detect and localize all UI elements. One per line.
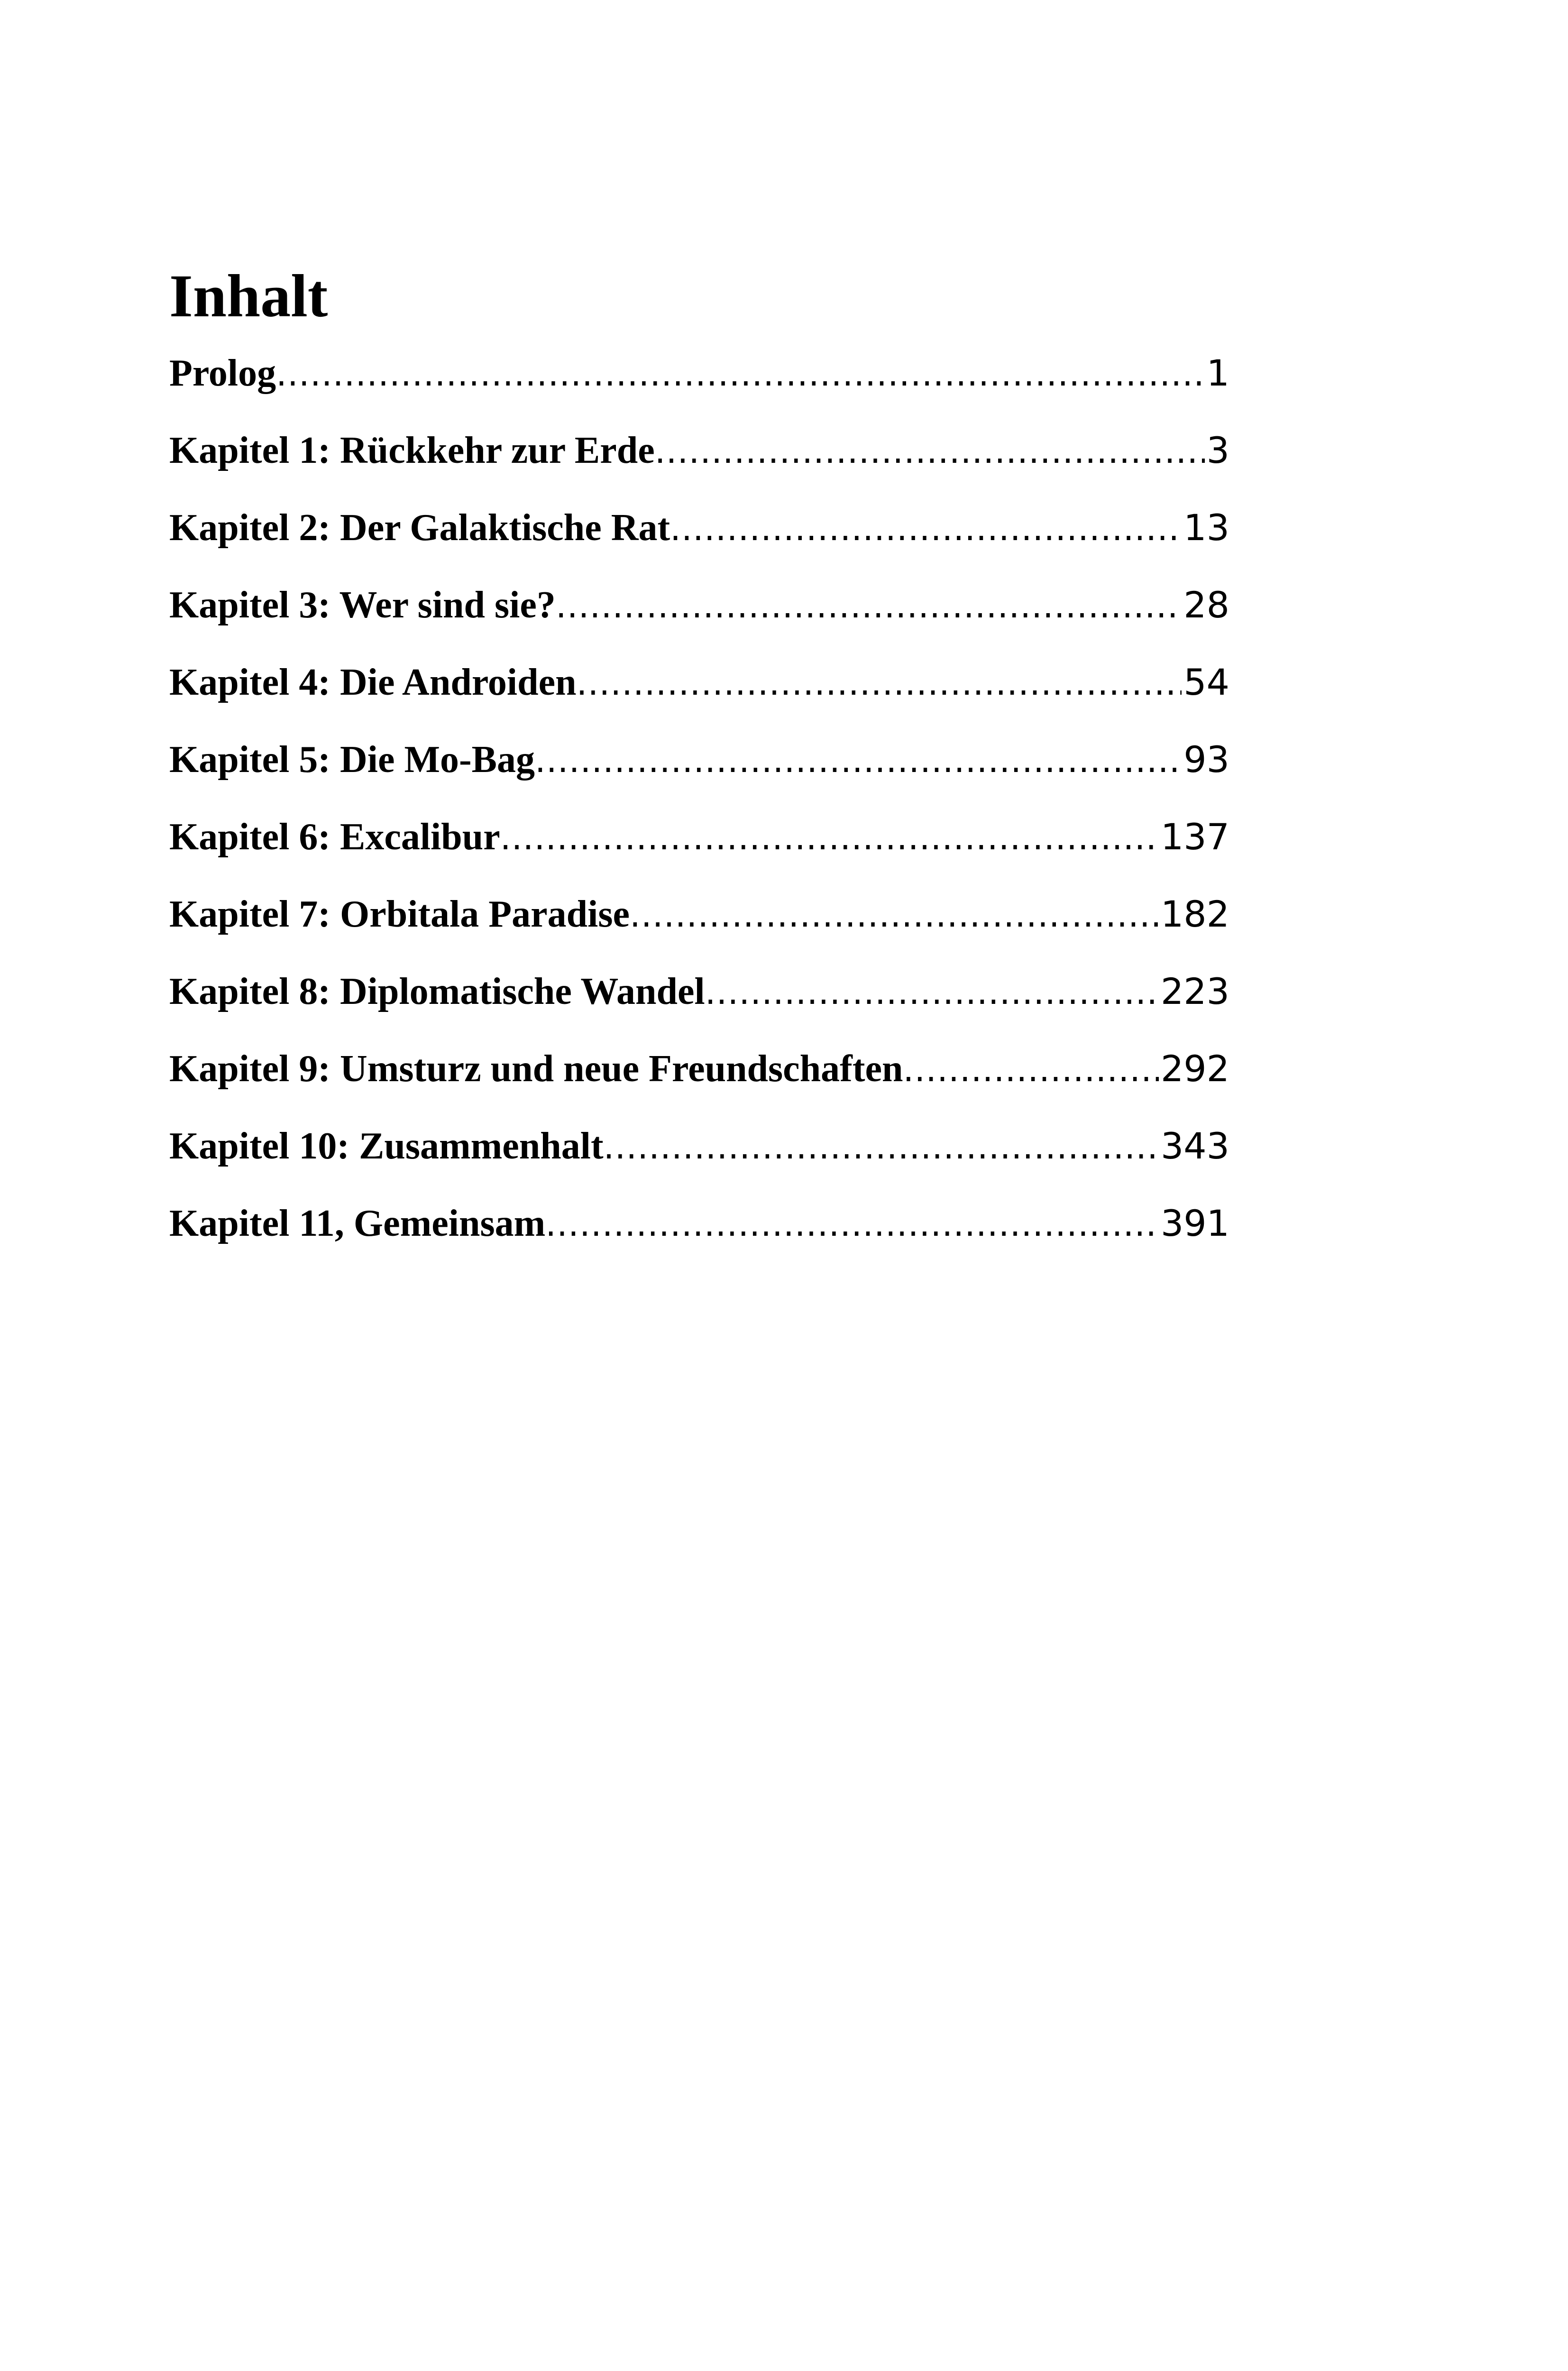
toc-dot-leader (535, 740, 1182, 780)
toc-entry-label: Prolog (169, 352, 276, 394)
toc-entry-kapitel-11[interactable] (169, 1202, 1229, 1279)
toc-list (169, 352, 1229, 1279)
toc-entry-kapitel-1[interactable] (169, 429, 1229, 506)
toc-entry-label: Kapitel 1: Rückkehr zur Erde (169, 430, 655, 471)
toc-dot-leader (604, 1127, 1159, 1167)
toc-entry-label: Kapitel 6: Excalibur (169, 816, 500, 858)
toc-entry-label: Kapitel 9: Umsturz und neue Freundschaften (169, 1048, 903, 1090)
toc-entry-kapitel-3[interactable] (169, 584, 1229, 661)
toc-entry-page-number: 54 (1183, 661, 1229, 703)
toc-dot-leader (705, 972, 1159, 1012)
toc-entry-page-number: 223 (1160, 970, 1229, 1012)
toc-entry-page-number: 182 (1160, 893, 1229, 935)
toc-entry-kapitel-4[interactable] (169, 661, 1229, 738)
toc-entry-kapitel-10[interactable] (169, 1125, 1229, 1202)
toc-entry-page-number: 93 (1183, 738, 1229, 781)
toc-entry-page-number: 343 (1160, 1125, 1229, 1167)
toc-entry-page-number: 292 (1160, 1048, 1229, 1090)
toc-entry-page-number: 391 (1160, 1202, 1229, 1244)
toc-dot-leader (670, 508, 1182, 548)
toc-entry-page-number: 3 (1206, 429, 1229, 471)
toc-title: Inhalt (169, 262, 328, 330)
toc-entry-kapitel-2[interactable] (169, 506, 1229, 584)
toc-dot-leader (276, 354, 1204, 394)
toc-entry-prolog[interactable] (169, 352, 1229, 429)
toc-entry-label: Kapitel 8: Diplomatische Wandel (169, 971, 705, 1012)
toc-entry-kapitel-6[interactable] (169, 816, 1229, 893)
toc-entry-kapitel-7[interactable] (169, 893, 1229, 970)
toc-entry-label: Kapitel 3: Wer sind sie? (169, 584, 556, 626)
toc-dot-leader (545, 1204, 1159, 1244)
toc-entry-page-number: 137 (1160, 816, 1229, 858)
toc-entry-label: Kapitel 11, Gemeinsam (169, 1203, 546, 1244)
toc-entry-label: Kapitel 4: Die Androiden (169, 662, 577, 703)
toc-entry-page-number: 13 (1183, 506, 1229, 549)
toc-entry-label: Kapitel 5: Die Mo-Bag (169, 739, 535, 781)
toc-dot-leader (500, 818, 1159, 857)
toc-entry-page-number: 28 (1183, 584, 1229, 626)
toc-entry-kapitel-8[interactable] (169, 970, 1229, 1048)
toc-dot-leader (556, 586, 1182, 625)
toc-entry-kapitel-5[interactable] (169, 738, 1229, 816)
toc-entry-label: Kapitel 7: Orbitala Paradise (169, 893, 630, 935)
toc-entry-label: Kapitel 10: Zusammenhalt (169, 1125, 604, 1167)
toc-dot-leader (577, 663, 1182, 703)
toc-entry-label: Kapitel 2: Der Galaktische Rat (169, 507, 670, 549)
toc-dot-leader (903, 1049, 1158, 1089)
toc-entry-page-number: 1 (1206, 352, 1229, 394)
toc-dot-leader (630, 895, 1159, 935)
toc-entry-kapitel-9[interactable] (169, 1048, 1229, 1125)
toc-dot-leader (655, 431, 1205, 471)
